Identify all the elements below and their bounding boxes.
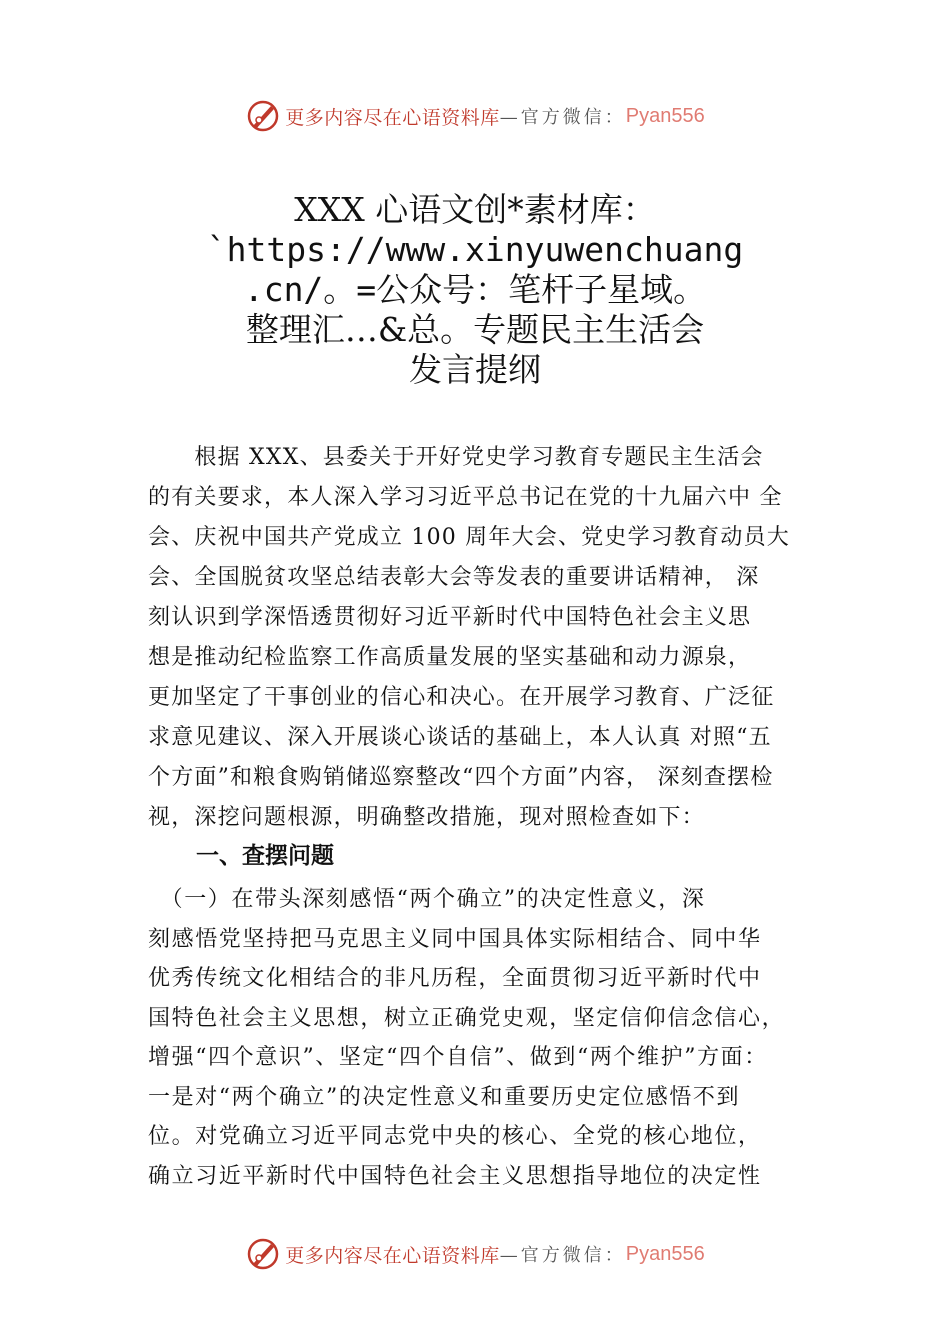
text-line: 根据 XXX、县委关于开好党史学习教育专题民主生活会 bbox=[148, 445, 764, 470]
text-line: 的有关要求，本人深入学习习近平总书记在党的十九届六中 全 bbox=[148, 485, 783, 510]
section-heading: 一、查摆问题 bbox=[196, 843, 334, 869]
text-line: 刻认识到学深悟透贯彻好习近平新时代中国特色社会主义思 bbox=[148, 605, 752, 630]
pen-circle-logo-icon bbox=[245, 1236, 281, 1272]
title-line: 发言提纲 bbox=[409, 350, 541, 389]
text-line: 会、全国脱贫攻坚总结表彰大会等发表的重要讲话精神， 深 bbox=[148, 565, 760, 590]
document-title bbox=[0, 190, 950, 390]
title-line: 整理汇…&总。专题民主生活会 bbox=[245, 310, 705, 349]
text-line: 一是对“两个确立”的决定性意义和重要历史定位感悟不到 bbox=[148, 1084, 741, 1110]
text-line: 更加坚定了干事创业的信心和决心。在开展学习教育、广泛征 bbox=[148, 685, 775, 710]
text-line: 求意见建议、深入开展谈心谈话的基础上，本人认真 对照“五 bbox=[148, 725, 772, 750]
text-line: 刻感悟党坚持把马克思主义同中国具体实际相结合、同中华 bbox=[148, 926, 762, 952]
watermark-banner-top bbox=[0, 96, 950, 136]
text-line: 国特色社会主义思想，树立正确党史观，坚定信仰信念信心， bbox=[148, 1005, 786, 1031]
text-line: 确立习近平新时代中国特色社会主义思想指导地位的决定性 bbox=[148, 1163, 762, 1189]
text-line: 个方面”和粮食购销储巡察整改“四个方面”内容， 深刻查摆检 bbox=[148, 765, 774, 790]
title-line: .cn/。=公众号：笔杆子星域。 bbox=[243, 270, 707, 309]
watermark-text-main: 更多内容尽在心语资料库 bbox=[285, 1244, 500, 1267]
text-line: 增强“四个意识”、坚定“四个自信”、做到“两个维护”方面： bbox=[148, 1045, 768, 1070]
text-line: 视，深挖问题根源，明确整改措施，现对照检查如下： bbox=[148, 805, 705, 830]
text-line: 优秀传统文化相结合的非凡历程，全面贯彻习近平新时代中 bbox=[148, 966, 762, 991]
watermark-banner-bottom bbox=[0, 1234, 950, 1274]
intro-paragraph bbox=[148, 438, 838, 838]
text-line: 会、庆祝中国共产党成立 100 周年大会、党史学习教育动员大 bbox=[148, 525, 790, 550]
watermark-text-wechat: —官方微信： bbox=[499, 1245, 626, 1266]
pen-circle-logo-icon bbox=[245, 98, 281, 134]
text-line: 位。对党确立习近平同志党中央的核心、全党的核心地位， bbox=[148, 1124, 762, 1149]
text-line: 想是推动纪检监察工作高质量发展的坚实基础和动力源泉， bbox=[148, 645, 752, 670]
watermark-text-id: Pyan556 bbox=[625, 104, 705, 127]
section-paragraph bbox=[148, 880, 848, 1196]
title-line: XXX 心语文创*素材库： bbox=[294, 190, 656, 229]
watermark-text-id: Pyan556 bbox=[625, 1242, 705, 1265]
watermark-text-wechat: —官方微信： bbox=[499, 107, 626, 128]
watermark-text-main: 更多内容尽在心语资料库 bbox=[285, 106, 500, 129]
text-line: （一）在带头深刻感悟“两个确立”的决定性意义，深 bbox=[148, 887, 706, 912]
title-line: `https://www.xinyuwenchuang bbox=[206, 230, 744, 269]
